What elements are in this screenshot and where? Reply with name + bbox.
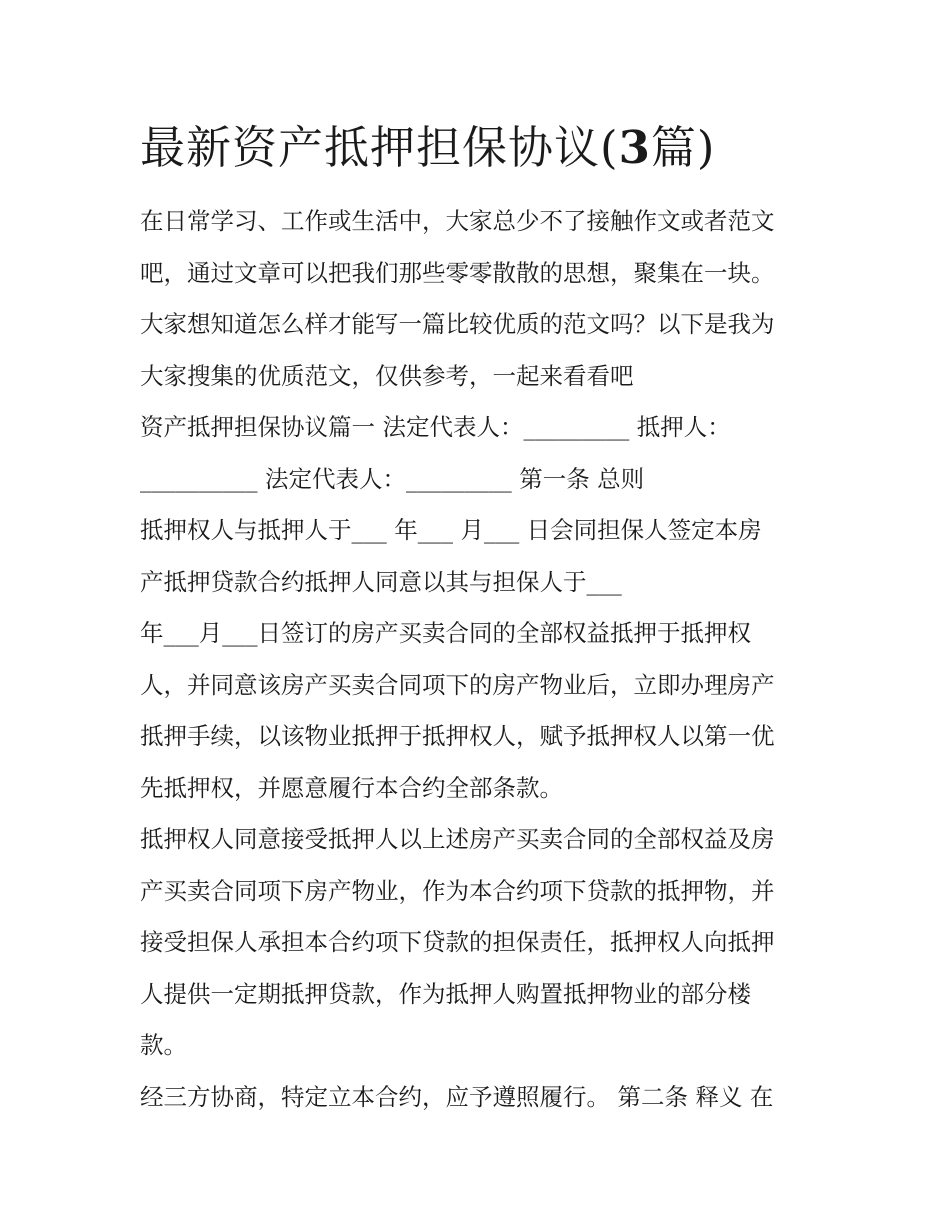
text-line: 先抵押权，并愿意履行本合约全部条款。 (140, 773, 563, 802)
text-line: 在日常学习、工作或生活中，大家总少不了接触作文或者范文 (140, 207, 775, 235)
text-line: 产买卖合同项下房产物业，作为本合约项下贷款的抵押物，并 (140, 876, 775, 905)
title-number: 3 (618, 121, 651, 174)
text-line: 吧，通过文章可以把我们那些零零散散的思想，聚集在一块。 (140, 258, 775, 287)
text-line: __________ 法定代表人：_________ 第一条 总则 (140, 464, 645, 493)
title-end: 篇) (650, 121, 716, 174)
text-line: 抵押手续，以该物业抵押于抵押权人，赋予抵押权人以第一优 (140, 722, 775, 750)
text-line: 大家搜集的优质范文，仅供参考，一起来看看吧 (140, 361, 634, 390)
text-line: 接受担保人承担本合约项下贷款的担保责任，抵押权人向抵押 (140, 928, 775, 956)
text-line: 抵押权人与抵押人于___ 年___ 月___ 日会同担保人签定本房 (140, 516, 762, 544)
text-line: 大家想知道怎么样才能写一篇比较优质的范文吗？以下是我为 (140, 310, 775, 338)
title-main: 最新资产抵押担保协议( (140, 121, 619, 174)
text-line: 资产抵押担保协议篇一 法定代表人：_________ 抵押人： (140, 413, 731, 441)
document-body (140, 196, 820, 1123)
text-line: 抵押权人同意接受抵押人以上述房产买卖合同的全部权益及房 (140, 825, 775, 853)
text-line: 产抵押贷款合约抵押人同意以其与担保人于___ (140, 567, 622, 596)
text-line: 年___月___日签订的房产买卖合同的全部权益抵押于抵押权 (140, 619, 751, 647)
text-line: 人，并同意该房产买卖合同项下的房产物业后，立即办理房产 (140, 670, 775, 699)
text-line: 款。 (140, 1031, 187, 1059)
document-title (140, 118, 715, 178)
text-line: 人提供一定期抵押贷款，作为抵押人购置抵押物业的部分楼 (140, 979, 751, 1008)
text-line: 经三方协商，特定立本合约，应予遵照履行。 第二条 释义 在 (140, 1082, 774, 1111)
